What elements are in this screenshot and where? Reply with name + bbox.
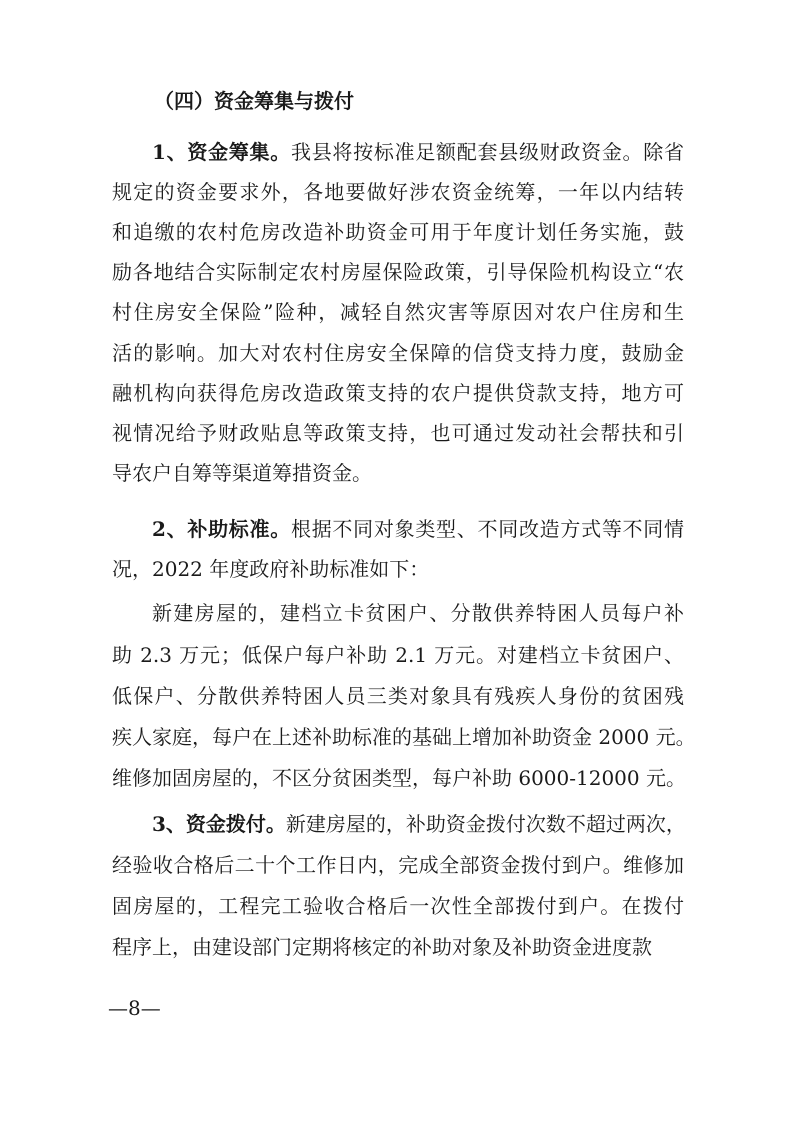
para3-line-2: 助 2.3 万元；低保户每户补助 2.1 万元。对建档立卡贫困户、	[112, 643, 684, 667]
para2-line-1	[152, 517, 684, 543]
para1-line-7: 融机构向获得危房改造政策支持的农户提供贷款支持，地方可	[112, 381, 684, 405]
para3-line-1: 新建房屋的，建档立卡贫困户、分散供养特困人员每户补	[152, 601, 684, 625]
para1-line-3: 和追缴的农村危房改造补助资金可用于年度计划任务实施，鼓	[112, 220, 684, 244]
section-heading: （四）资金筹集与拨付	[154, 89, 354, 113]
para2-line1-text: 根据不同对象类型、不同改造方式等不同情	[290, 517, 685, 541]
para3-line-5: 维修加固房屋的，不区分贫困类型，每户补助 6000-12000 元。	[112, 766, 686, 790]
para4-line-2: 经验收合格后二十个工作日内，完成全部资金拨付到户。维修加	[112, 853, 684, 877]
para3-line-3: 低保户、分散供养特困人员三类对象具有残疾人身份的贫困残	[112, 684, 684, 708]
para1-line-5: 村住房安全保险”险种，减轻自然灾害等原因对农户住房和生	[112, 300, 684, 324]
para4-line-3: 固房屋的，工程完工验收合格后一次性全部拨付到户。在拨付	[112, 894, 684, 918]
para4-line1-text: 新建房屋的，补助资金拨付次数不超过两次，	[285, 812, 686, 836]
para1-line-8: 视情况给予财政贴息等政策支持，也可通过发动社会帮扶和引	[112, 421, 684, 445]
para2-label: 2、补助标准。	[152, 517, 291, 541]
para2-line-2: 况，2022 年度政府补助标准如下：	[112, 557, 430, 581]
para3-line-4: 疾人家庭，每户在上述补助标准的基础上增加补助资金 2000 元。	[112, 725, 696, 749]
para1-line-1	[152, 140, 684, 166]
para1-line-6: 活的影响。加大对农村住房安全保障的信贷支持力度，鼓励金	[112, 341, 684, 365]
para1-label: 1、资金筹集。	[152, 140, 291, 164]
para1-line-4: 励各地结合实际制定农村房屋保险政策，引导保险机构设立“农	[112, 260, 684, 284]
para4-line-1	[152, 812, 684, 838]
para1-line-2: 规定的资金要求外，各地要做好涉农资金统筹，一年以内结转	[112, 180, 684, 204]
para4-line-4: 程序上，由建设部门定期将核定的补助对象及补助资金进度款	[112, 935, 652, 959]
para1-line1-text: 我县将按标准足额配套县级财政资金。除省	[290, 140, 685, 164]
para1-line-9: 导农户自筹等渠道筹措资金。	[112, 461, 372, 485]
page-number: —8—	[108, 996, 161, 1020]
para4-label: 3、资金拨付。	[152, 812, 286, 836]
